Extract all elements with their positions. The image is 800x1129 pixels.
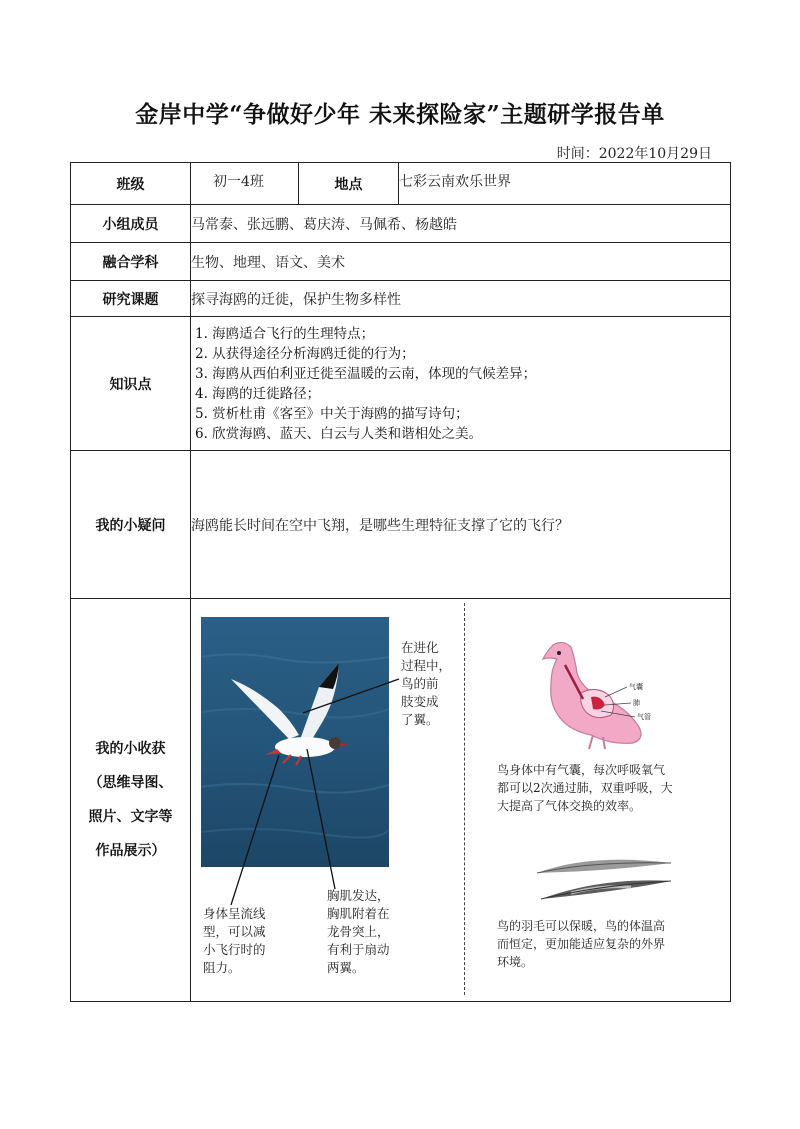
row-question xyxy=(71,451,731,599)
knowledge-label: 知识点 xyxy=(71,317,191,451)
gain-content xyxy=(191,599,731,1002)
location-label: 地点 xyxy=(299,163,399,205)
gain-label-line: 作品展示） xyxy=(95,843,166,859)
note-body xyxy=(203,905,303,977)
note-line: 鸟的羽毛可以保暖，鸟的体温高 xyxy=(497,919,666,933)
note-line: 龙骨突上， xyxy=(327,924,390,939)
report-date: 时间：2022年10月29日 xyxy=(556,146,712,162)
knowledge-item: 3. 海鸥从西伯利亚迁徙至温暖的云南，体现的气候差异； xyxy=(195,365,537,382)
note-line: 了翼。 xyxy=(401,712,439,727)
gain-label-line: 我的小收获 xyxy=(95,741,166,757)
row-members xyxy=(71,205,731,243)
note-muscle xyxy=(327,887,427,977)
gain-label-cell xyxy=(71,599,191,1002)
bird-anatomy-diagram xyxy=(521,635,671,753)
class-value: 初一4班 xyxy=(191,163,299,205)
note-line: 胸肌发达， xyxy=(327,888,390,903)
note-line: 肢变成 xyxy=(401,694,439,709)
class-label: 班级 xyxy=(71,163,191,205)
row-gain xyxy=(71,599,731,1002)
knowledge-cell xyxy=(191,317,731,451)
note-line: 身体呈流线 xyxy=(203,906,266,921)
note-feather xyxy=(497,917,727,971)
diagram-label: 肺 xyxy=(633,699,640,707)
note-airsac xyxy=(497,761,727,815)
gain-label xyxy=(71,732,190,868)
dashed-divider xyxy=(464,603,465,995)
note-line: 过程中， xyxy=(401,658,452,673)
members-label: 小组成员 xyxy=(71,205,191,243)
gain-label-line: 照片、文字等 xyxy=(88,809,173,825)
gain-label-line: （思维导图、 xyxy=(88,775,173,791)
note-line: 鸟的前 xyxy=(401,676,439,691)
knowledge-item: 4. 海鸥的迁徙路径； xyxy=(195,385,321,402)
note-line: 小飞行时的 xyxy=(203,942,266,957)
note-line: 环境。 xyxy=(497,955,534,969)
knowledge-item: 5. 赏析杜甫《客至》中关于海鸥的描写诗句； xyxy=(195,405,469,422)
note-line: 都可以2次通过肺，双重呼吸，大 xyxy=(497,781,673,795)
note-line: 大提高了气体交换的效率。 xyxy=(497,799,642,813)
note-wing xyxy=(401,639,463,729)
row-topic xyxy=(71,281,731,317)
row-knowledge xyxy=(71,317,731,451)
note-line: 胸肌附着在 xyxy=(327,906,390,921)
question-label: 我的小疑问 xyxy=(71,451,191,599)
question-value: 海鸥能长时间在空中飞翔，是哪些生理特征支撑了它的飞行？ xyxy=(191,451,731,599)
note-line: 型，可以减 xyxy=(203,924,266,939)
note-line: 有利于扇动 xyxy=(327,942,390,957)
knowledge-item: 2. 从获得途径分析海鸥迁徙的行为； xyxy=(195,345,415,362)
note-line: 阻力。 xyxy=(203,960,241,975)
report-table xyxy=(70,162,731,1002)
subjects-value: 生物、地理、语文、美术 xyxy=(191,243,731,281)
location-value: 七彩云南欢乐世界 xyxy=(399,163,731,205)
row-class xyxy=(71,163,731,205)
gallery xyxy=(191,599,729,1001)
knowledge-list xyxy=(191,320,730,448)
row-subjects xyxy=(71,243,731,281)
feather-photo xyxy=(531,851,681,909)
diagram-label: 气囊 xyxy=(629,683,643,691)
diagram-label: 气管 xyxy=(637,713,651,721)
note-line: 在进化 xyxy=(401,640,439,655)
note-line: 而恒定，更加能适应复杂的外界 xyxy=(497,937,666,951)
page-title: 金岸中学“争做好少年 未来探险家”主题研学报告单 xyxy=(135,101,665,128)
knowledge-item: 6. 欣赏海鸥、蓝天、白云与人类和谐相处之美。 xyxy=(195,425,483,442)
note-line: 两翼。 xyxy=(327,960,365,975)
topic-label: 研究课题 xyxy=(71,281,191,317)
members-value: 马常泰、张远鹏、葛庆涛、马佩希、杨越皓 xyxy=(191,205,731,243)
topic-value: 探寻海鸥的迁徙，保护生物多样性 xyxy=(191,281,731,317)
subjects-label: 融合学科 xyxy=(71,243,191,281)
knowledge-item: 1. 海鸥适合飞行的生理特点； xyxy=(195,325,375,342)
note-line: 鸟身体中有气囊，每次呼吸氧气 xyxy=(497,763,666,777)
